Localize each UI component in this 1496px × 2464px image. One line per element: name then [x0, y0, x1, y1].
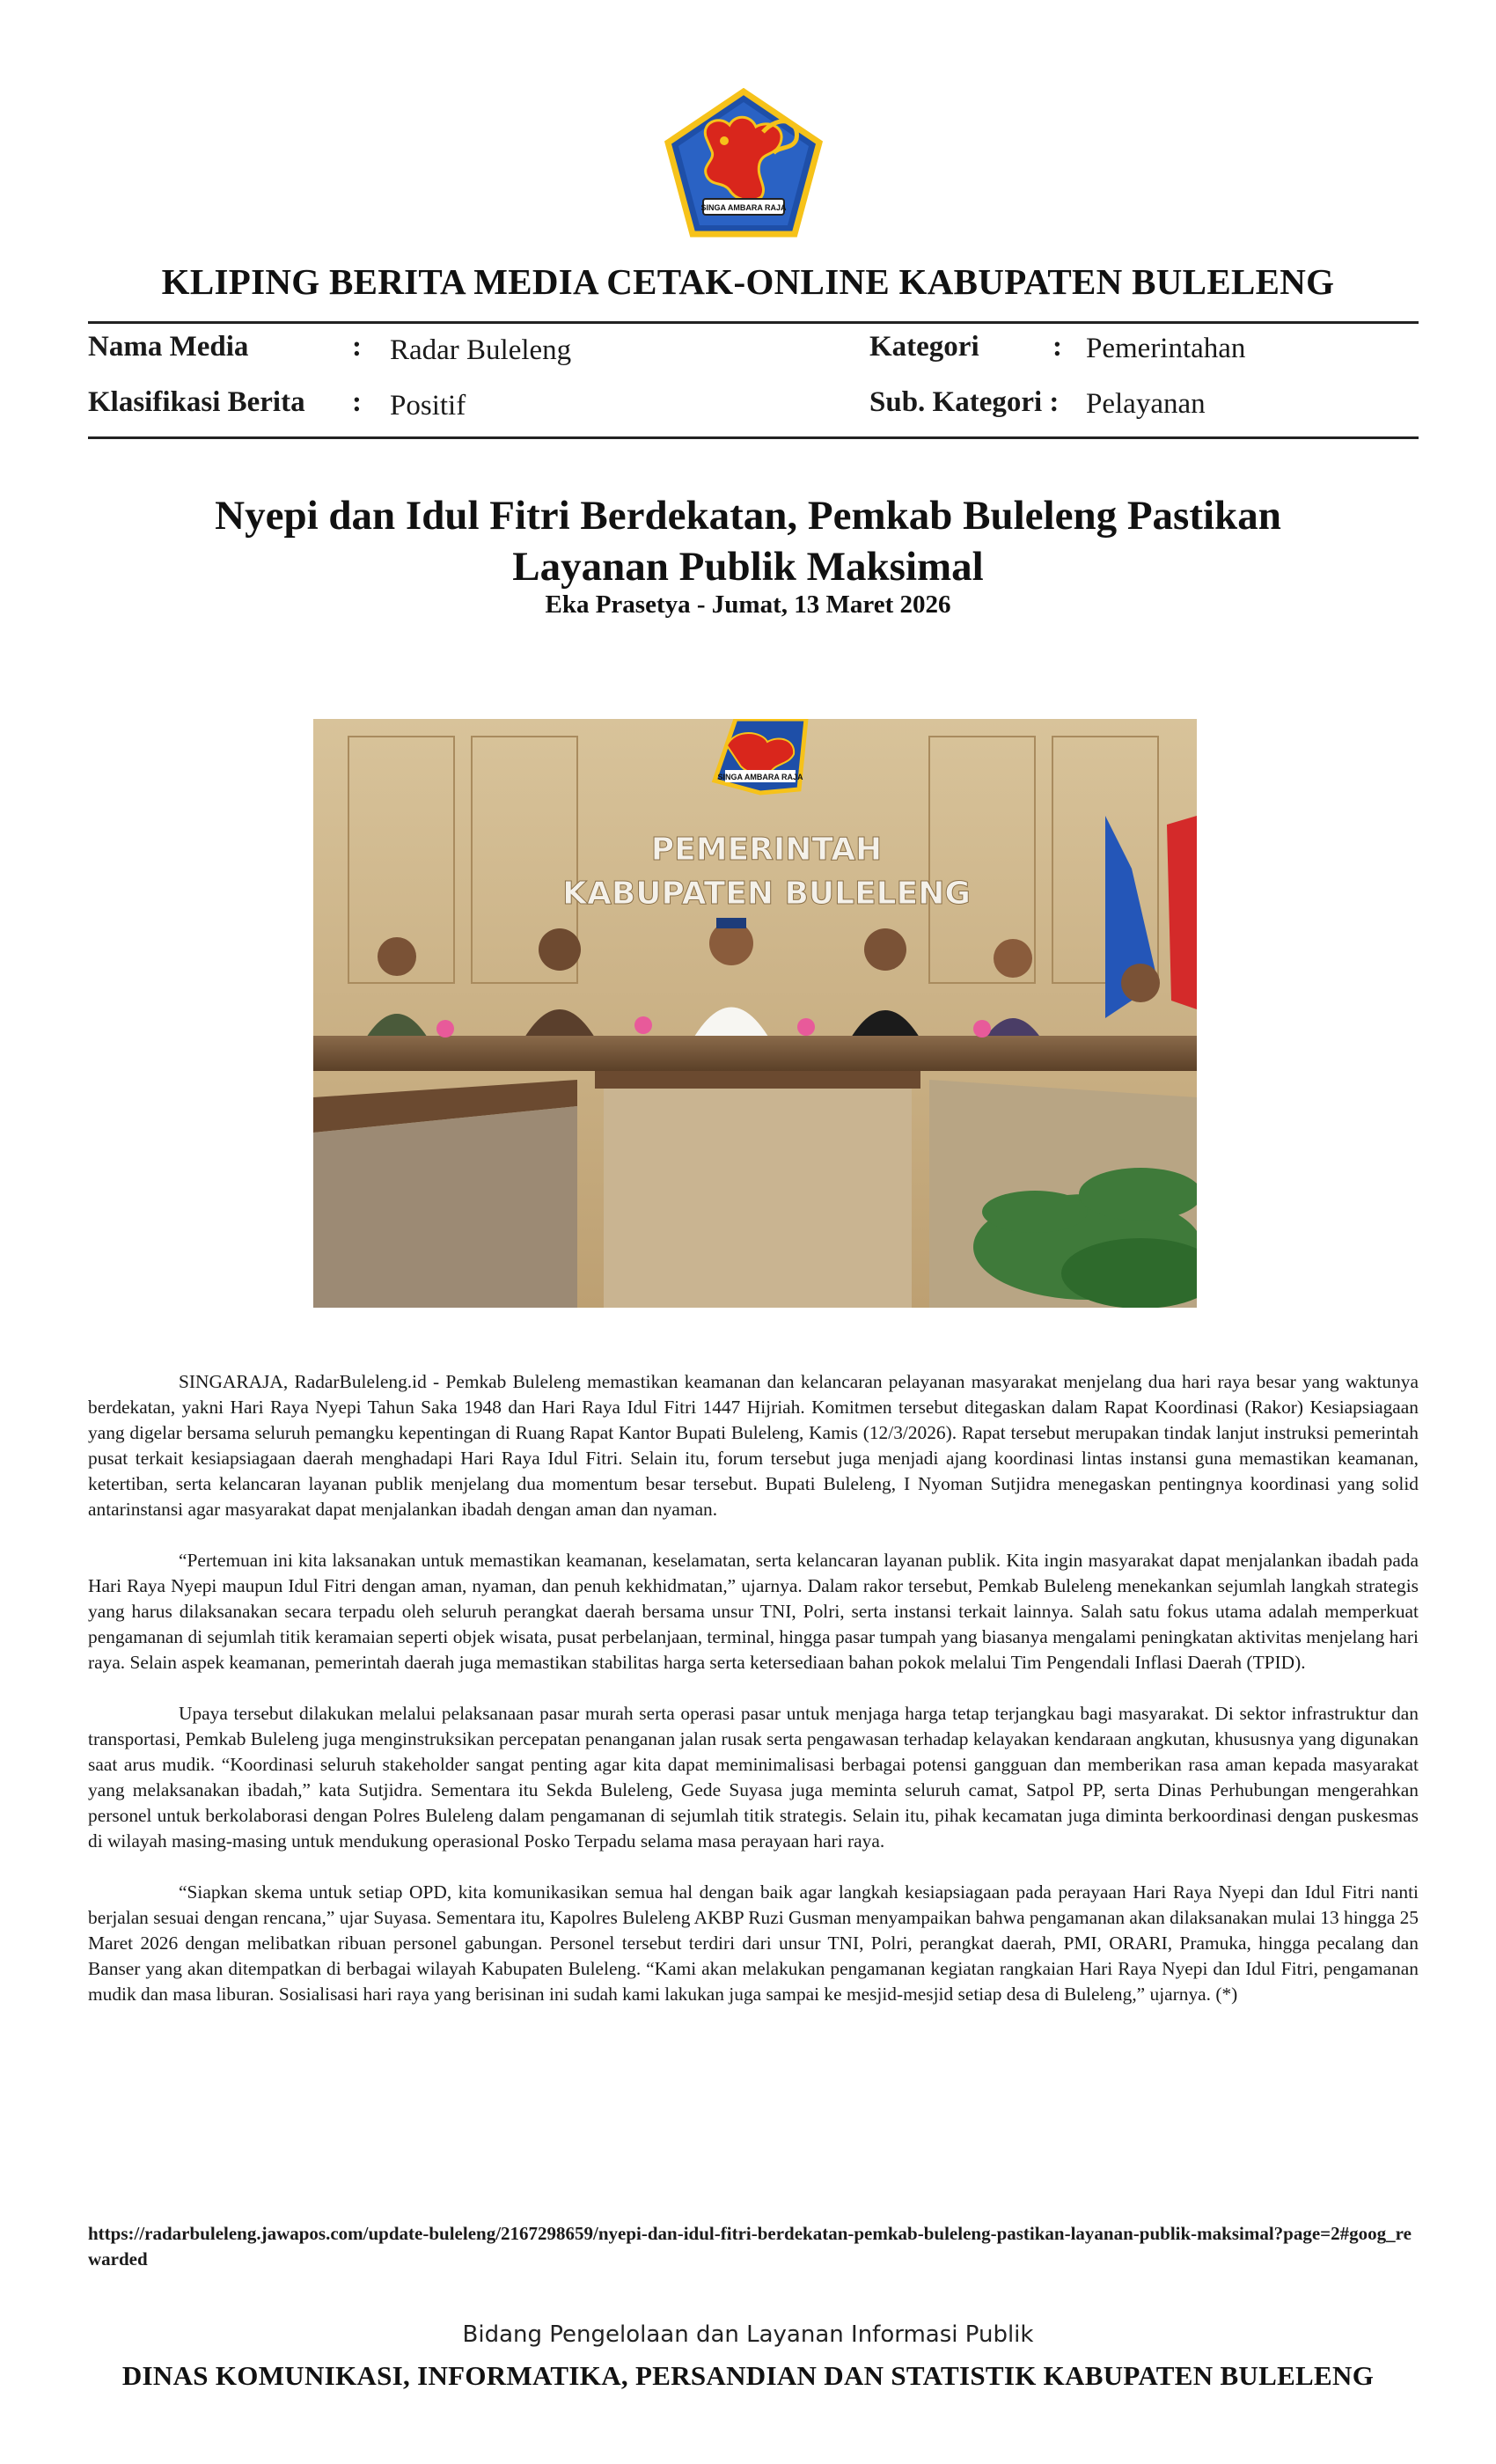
article-paragraph: “Pertemuan ini kita laksanakan untuk memastikan keamanan, keselamatan, serta kelancaran layanan publik. Kita ingin masyarakat dapat menjalankan ibadah pada Hari Raya Nyepi maupun Idul Fitri dengan aman, nyaman, dan penuh kekhidmatan,” ujarnya. Dalam rakor tersebut, Pemkab Buleleng menekankan sejumlah langkah strategis yang harus dilaksanakan secara terpadu oleh seluruh perangkat daerah bersama unsur TNI, Polri, serta instansi terkait lainnya. Salah satu fokus utama adalah memperkuat pengamanan di sejumlah titik keramaian seperti objek wisata, pusat perbelanjaan, terminal, hingga pasar tumpah yang biasanya mengalami peningkatan aktivitas menjelang hari raya. Selain aspek keamanan, pemerintah daerah juga memastikan stabilitas harga serta ketersediaan bahan pokok melalui Tim Pengendali Inflasi Daerah (TPID). [88, 1550, 1419, 1673]
category-label: Kategori [869, 331, 979, 363]
header-top-rule [88, 321, 1419, 324]
media-name-value: Radar Buleleng [390, 334, 572, 366]
logo-motto: SINGA AMBARA RAJA [700, 203, 787, 212]
article-paragraph: Upaya tersebut dilakukan melalui pelaksanaan pasar murah serta operasi pasar untuk menjaga harga tetap terjangkau bagi masyarakat. Di sektor infrastruktur dan transportasi, Pemkab Buleleng juga menginstruksikan percepatan penanganan jalan rusak serta pengawasan terhadap kelayakan kendaraan angkutan, khususnya yang digunakan saat arus mudik. “Koordinasi seluruh stakeholder sangat penting agar kita dapat meminimalisasi berbagai potensi gangguan dan memberikan rasa aman kepada masyarakat yang melaksanakan ibadah,” kata Sutjidra. Sementara itu Sekda Buleleng, Gede Suyasa juga meminta seluruh camat, Satpol PP, serta Dinas Perhubungan mengerahkan personel untuk berkolaborasi dengan Polres Buleleng dalam pengamanan di sejumlah titik strategis. Selain itu, pihak kecamatan juga diminta berkoordinasi dengan puskesmas di wilayah masing-masing untuk mendukung operasional Posko Terpadu selama masa perayaan hari raya. [88, 1703, 1419, 1852]
clipping-header-title: KLIPING BERITA MEDIA CETAK-ONLINE KABUPATEN BULELENG [161, 261, 1335, 302]
article-photo [313, 719, 1197, 1308]
buleleng-regency-logo [664, 88, 823, 238]
photo-sign-line1: PEMERINTAH [650, 832, 883, 868]
article-paragraph: “Siapkan skema untuk setiap OPD, kita komunikasikan semua hal dengan baik agar langkah kesiapsiagaan pada perayaan Hari Raya Nyepi dan Idul Fitri nanti berjalan sesuai dengan rencana,” ujar Suyasa. Sementara itu, Kapolres Buleleng AKBP Ruzi Gusman menyampaikan bahwa pengamanan akan dilaksanakan mulai 13 hingga 25 Maret 2026 dengan melibatkan ribuan personel gabungan. Personel tersebut terdiri dari unsur TNI, Polri, perangkat daerah, PMI, ORARI, Pramuka, hingga pecalang dan Banser yang akan ditempatkan di berbagai wilayah Kabupaten Buleleng. “Kami akan melakukan pengamanan kegiatan rangkaian Hari Raya Nyepi dan Idul Fitri, pengamanan mudik dan masa liburan. Sosialisasi hari raya yang berisinan ini sudah kami lakukan juga sampai ke mesjid-mesjid setiap desa di Buleleng,” ujarnya. (*) [88, 1881, 1419, 2005]
photo-sign-line2: KABUPATEN BULELENG [562, 876, 971, 912]
photo-logo-motto: SINGA AMBARA RAJA [717, 773, 803, 781]
sub-category-label: Sub. Kategori : [869, 386, 1060, 418]
news-classification-separator: : [352, 386, 362, 418]
category-separator: : [1052, 331, 1062, 363]
article-byline: Eka Prasetya - Jumat, 13 Maret 2026 [545, 590, 951, 619]
article-body [88, 1369, 1419, 2033]
category-value: Pemerintahan [1086, 333, 1246, 364]
article-paragraph: SINGARAJA, RadarBuleleng.id - Pemkab Buleleng memastikan keamanan dan kelancaran pelayanan masyarakat menjelang dua hari raya besar yang waktunya berdekatan, yakni Hari Raya Nyepi Tahun Saka 1948 dan Hari Raya Idul Fitri 1447 Hijriah. Komitmen tersebut ditegaskan dalam Rapat Koordinasi (Rakor) Kesiapsiagaan yang digelar bersama seluruh pemangku kepentingan di Ruang Rapat Kantor Bupati Buleleng, Kamis (12/3/2026). Rapat tersebut merupakan tindak lanjut instruksi pemerintah pusat terkait kesiapsiagaan daerah menghadapi Hari Raya Idul Fitri. Selain itu, forum tersebut juga menjadi ajang koordinasi lintas instansi guna memastikan keamanan, ketertiban, serta kelancaran layanan publik menjelang dua momentum besar tersebut. Bupati Buleleng, I Nyoman Sutjidra menegaskan pentingnya koordinasi yang solid antarinstansi agar masyarakat dapat menjalankan ibadah dengan aman dan nyaman. [88, 1371, 1419, 1520]
header-bottom-rule [88, 436, 1419, 439]
media-name-separator: : [352, 331, 362, 363]
news-classification-label: Klasifikasi Berita [88, 386, 305, 418]
footer-agency: DINAS KOMUNIKASI, INFORMATIKA, PERSANDIAN DAN STATISTIK KABUPATEN BULELENG [121, 2360, 1375, 2391]
sub-category-value: Pelayanan [1086, 388, 1206, 420]
article-title: Nyepi dan Idul Fitri Berdekatan, Pemkab Buleleng Pastikan Layanan Publik Maksimal [215, 493, 1281, 590]
source-url[interactable]: https://radarbuleleng.jawapos.com/update-buleleng/2167298659/nyepi-dan-idul-fitri-berdekatan-pemkab-buleleng-pastikan-layanan-publik-maksimal?page=2#goog_rewarded [88, 2223, 1412, 2270]
media-name-label: Nama Media [88, 331, 249, 363]
footer-division: Bidang Pengelolaan dan Layanan Informasi Publik [462, 2321, 1034, 2348]
news-classification-value: Positif [390, 390, 466, 422]
